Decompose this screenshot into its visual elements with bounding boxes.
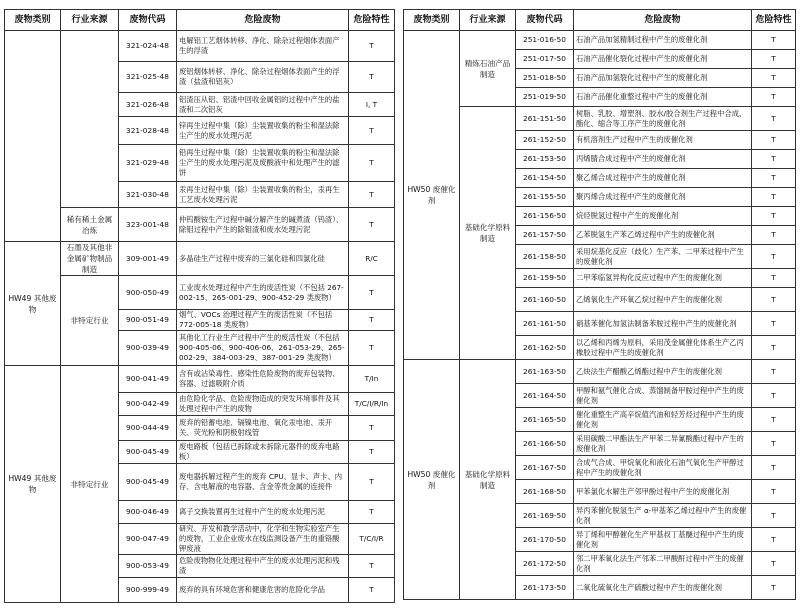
hazard-cell: T — [752, 552, 796, 576]
hazard-cell: T — [752, 384, 796, 408]
hazard-cell: T — [752, 131, 796, 150]
header-hazard: 危险特性 — [349, 10, 395, 31]
header-code: 废物代码 — [119, 10, 177, 31]
hazard-cell: T — [752, 107, 796, 131]
waste-description-cell: 烟气、VOCs 治理过程产生的废活性炭（不包括 772-005-18 类废物） — [177, 310, 349, 331]
hazard-cell: T — [752, 169, 796, 188]
table-row — [5, 366, 395, 393]
waste-description-cell: 聚丙烯合成过程中产生的废催化剂 — [574, 188, 752, 207]
waste-code-cell: 321-025-48 — [119, 62, 177, 93]
waste-description-cell: 由危险化学品、危险废物造成的突发环境事件及其处理过程中产生的废物 — [177, 393, 349, 416]
header-source: 行业来源 — [61, 10, 119, 31]
hazard-cell: T — [349, 208, 395, 242]
waste-description-cell: 汞再生过程中集（除）尘装置收集的粉尘，汞再生工艺废水处理污泥 — [177, 182, 349, 208]
waste-code-cell: 261-169-50 — [516, 504, 574, 528]
waste-description-cell: 二氧化硫氧化生产硫酸过程中产生的废催化剂 — [574, 576, 752, 600]
waste-code-cell: 251-016-50 — [516, 31, 574, 50]
waste-code-cell: 900-046-49 — [119, 501, 177, 524]
waste-code-cell: 900-044-49 — [119, 416, 177, 441]
waste-code-cell: 261-172-50 — [516, 552, 574, 576]
hazard-cell: T — [349, 578, 395, 603]
hazard-cell: T — [752, 188, 796, 207]
waste-code-cell: 261-166-50 — [516, 432, 574, 456]
waste-code-cell: 261-153-50 — [516, 150, 574, 169]
hazard-cell: T — [349, 555, 395, 578]
hazard-cell: T — [349, 331, 395, 366]
waste-description-cell: 二甲苯临氢异构化反应过程中产生的废催化剂 — [574, 269, 752, 288]
waste-description-cell: 仲钨酸铵生产过程中碱分解产生的碱煮渣（钨渣）、除钼过程中产生的除钼渣和废水处理污泥 — [177, 208, 349, 242]
header-waste: 危险废物 — [574, 10, 752, 31]
hazard-cell: T — [752, 432, 796, 456]
hazard-cell: R/C — [349, 242, 395, 276]
waste-description-cell: 废电器拆解过程产生的废弃 CPU、显卡、声卡、内存、含电解液的电容器、含金等贵金属的连接件 — [177, 464, 349, 501]
waste-code-cell: 261-151-50 — [516, 107, 574, 131]
waste-description-cell: 研究、开发和教学活动中，化学和生物实验室产生的废物，工业企业废水在线监测设备产生的重铬酸钾废液 — [177, 524, 349, 555]
waste-description-cell: 甲醇和氨气催化合成、蒸馏制备甲胺过程中产生的废催化剂 — [574, 384, 752, 408]
waste-description-cell: 铝渣压从铝、铝渣中回收金属铝的过程中产生的盐渣和二次铝灰 — [177, 93, 349, 117]
hazard-cell: T — [752, 480, 796, 504]
waste-description-cell: 锌再生过程中集（除）尘装置收集的粉尘和湿法除尘产生的废水处理污泥 — [177, 117, 349, 145]
waste-description-cell: 废弃的具有环境危害和健康危害的危险化学品 — [177, 578, 349, 603]
hazard-cell: T — [752, 576, 796, 600]
waste-code-cell: 900-045-49 — [119, 464, 177, 501]
industry-source-cell: 非特定行业 — [61, 366, 119, 603]
header-code: 废物代码 — [516, 10, 574, 31]
hazard-cell: T — [349, 117, 395, 145]
hazard-cell: T — [752, 504, 796, 528]
waste-category-cell: HW49 其他废物 — [5, 366, 61, 603]
hazard-cell: T — [349, 441, 395, 464]
waste-code-cell: 261-162-50 — [516, 336, 574, 360]
waste-code-cell: 321-029-48 — [119, 145, 177, 182]
hazard-cell: T — [752, 226, 796, 245]
waste-description-cell: 邻二甲苯氧化法生产邻苯二甲酸酐过程中产生的废催化剂 — [574, 552, 752, 576]
waste-description-cell: 铅再生过程中集（除）尘装置收集的粉尘和湿法除尘产生的废水处理污泥及废酸液中和处理产生的滤饼 — [177, 145, 349, 182]
right-waste-table — [403, 9, 796, 600]
waste-code-cell: 261-165-50 — [516, 408, 574, 432]
left-table-body — [5, 31, 395, 603]
waste-description-cell: 石油产品催化裂化过程中产生的废催化剂 — [574, 50, 752, 69]
waste-description-cell: 树脂、乳胶、增塑剂、胶水/胶合剂生产过程中合成、酯化、缩合等工序产生的废催化剂 — [574, 107, 752, 131]
waste-category-cell: HW49 其他废物 — [5, 242, 61, 366]
waste-description-cell: 乙苯脱氢生产苯乙烯过程中产生的废催化剂 — [574, 226, 752, 245]
left-waste-table — [4, 9, 395, 603]
waste-description-cell: 采用烷基化反应（歧化）生产苯、二甲苯过程中产生的废催化剂 — [574, 245, 752, 269]
industry-source-cell: 石墨及其他非金属矿物制品制造 — [61, 242, 119, 276]
waste-code-cell: 321-030-48 — [119, 182, 177, 208]
hazard-cell: T — [752, 207, 796, 226]
waste-description-cell: 废电路板（包括已拆除或未拆除元器件的废弃电路板） — [177, 441, 349, 464]
waste-category-cell: HW50 废催化剂 — [404, 360, 460, 600]
hazard-cell: T — [752, 150, 796, 169]
hazard-cell: T — [349, 145, 395, 182]
hazard-cell: T — [349, 182, 395, 208]
waste-description-cell: 丙烯腈合成过程中产生的废催化剂 — [574, 150, 752, 169]
waste-code-cell: 261-161-50 — [516, 312, 574, 336]
hazard-cell: T — [349, 62, 395, 93]
hazard-cell: T — [752, 269, 796, 288]
header-waste: 危险废物 — [177, 10, 349, 31]
header-hazard: 危险特性 — [752, 10, 796, 31]
waste-code-cell: 251-018-50 — [516, 69, 574, 88]
hazard-cell: I, T — [349, 93, 395, 117]
waste-code-cell: 261-157-50 — [516, 226, 574, 245]
waste-description-cell: 多晶硅生产过程中废弃的三氯化硅和四氯化硅 — [177, 242, 349, 276]
waste-description-cell: 危险废物物化处理过程中产生的废水处理污泥和残渣 — [177, 555, 349, 578]
hazard-cell: T — [752, 336, 796, 360]
header-row — [5, 10, 395, 31]
waste-description-cell: 采用碳酸二甲酯法生产甲苯二异氰酸酯过程中产生的废催化剂 — [574, 432, 752, 456]
header-category: 废物类别 — [5, 10, 61, 31]
waste-code-cell: 261-163-50 — [516, 360, 574, 384]
waste-code-cell: 900-039-49 — [119, 331, 177, 366]
hazard-cell: T — [752, 528, 796, 552]
waste-description-cell: 以乙烯和丙烯为原料，采用茂金属催化体系生产乙丙橡胶过程中产生的废催化剂 — [574, 336, 752, 360]
waste-description-cell: 有机溶剂生产过程中产生的废催化剂 — [574, 131, 752, 150]
waste-description-cell: 异丁烯和甲醇催化生产甲基叔丁基醚过程中产生的废催化剂 — [574, 528, 752, 552]
waste-code-cell: 261-170-50 — [516, 528, 574, 552]
waste-code-cell: 900-047-49 — [119, 524, 177, 555]
waste-code-cell: 321-024-48 — [119, 31, 177, 62]
waste-code-cell: 900-051-49 — [119, 310, 177, 331]
waste-code-cell: 261-158-50 — [516, 245, 574, 269]
hazard-cell: T/C/I/R — [349, 524, 395, 555]
waste-category-cell: HW50 废催化剂 — [404, 31, 460, 360]
waste-code-cell: 261-167-50 — [516, 456, 574, 480]
hazard-cell: T — [752, 31, 796, 50]
hazard-cell: T — [752, 456, 796, 480]
waste-description-cell: 石油产品加氢精制过程中产生的废催化剂 — [574, 31, 752, 50]
table-row — [5, 242, 395, 276]
waste-description-cell: 烷烃脱氢过程中产生的废催化剂 — [574, 207, 752, 226]
hazard-cell: T — [752, 88, 796, 107]
table-row — [5, 276, 395, 310]
industry-source-cell: 非特定行业 — [61, 276, 119, 366]
industry-source-cell: 基础化学原料制造 — [460, 107, 516, 360]
waste-description-cell: 废弃的铅蓄电池、镉镍电池、氧化汞电池、汞开关、荧光粉和阴极射线管 — [177, 416, 349, 441]
waste-code-cell: 261-159-50 — [516, 269, 574, 288]
waste-description-cell: 石油产品催化重整过程中产生的废催化剂 — [574, 88, 752, 107]
table-row — [404, 360, 796, 384]
waste-description-cell: 乙炔法生产醋酸乙烯酯过程中产生的废催化剂 — [574, 360, 752, 384]
header-row — [404, 10, 796, 31]
right-table-body — [404, 31, 796, 600]
waste-code-cell: 900-050-49 — [119, 276, 177, 310]
waste-description-cell: 异丙苯催化脱氢生产 α-甲基苯乙烯过程中产生的废催化剂 — [574, 504, 752, 528]
waste-description-cell: 含有或沾染毒性、感染性危险废物的废弃包装物、容器、过滤吸附介质 — [177, 366, 349, 393]
waste-description-cell: 乙烯氧化生产环氧乙烷过程中产生的废催化剂 — [574, 288, 752, 312]
industry-source-cell: 精炼石油产品制造 — [460, 31, 516, 107]
waste-code-cell: 261-154-50 — [516, 169, 574, 188]
waste-code-cell: 321-026-48 — [119, 93, 177, 117]
hazard-cell: T — [349, 31, 395, 62]
hazard-cell: T — [752, 288, 796, 312]
industry-source-cell: 稀有稀土金属冶炼 — [61, 208, 119, 242]
waste-code-cell: 261-164-50 — [516, 384, 574, 408]
waste-code-cell: 251-019-50 — [516, 88, 574, 107]
waste-code-cell: 261-160-50 — [516, 288, 574, 312]
hazard-cell: T — [752, 360, 796, 384]
table-row — [404, 31, 796, 50]
waste-category-cell — [5, 31, 61, 242]
hazard-cell: T — [349, 416, 395, 441]
hazard-cell: T — [349, 310, 395, 331]
waste-description-cell: 硝基苯催化加氢法制备苯胺过程中产生的废催化剂 — [574, 312, 752, 336]
industry-source-cell: 基础化学原料制造 — [460, 360, 516, 600]
header-category: 废物类别 — [404, 10, 460, 31]
waste-description-cell: 其他化工行业生产过程中产生的废活性炭（不包括 900-405-06、900-406-06、261-053-29、265-002-29、384-003-29、387-001-29 类废物） — [177, 331, 349, 366]
hazard-cell: T — [349, 501, 395, 524]
hazard-cell: T — [752, 245, 796, 269]
waste-code-cell: 900-042-49 — [119, 393, 177, 416]
hazard-cell: T — [752, 50, 796, 69]
waste-code-cell: 900-999-49 — [119, 578, 177, 603]
waste-description-cell: 废铝烟体转移、净化、除杂过程烟体表面产生的浮渣（盐渣和铝灰） — [177, 62, 349, 93]
waste-code-cell: 251-017-50 — [516, 50, 574, 69]
waste-description-cell: 电解铝工艺烟体转移、净化、除杂过程烟体表面产生的浮渣 — [177, 31, 349, 62]
waste-code-cell: 261-168-50 — [516, 480, 574, 504]
hazard-cell: T/In — [349, 366, 395, 393]
waste-description-cell: 聚乙烯合成过程中产生的废催化剂 — [574, 169, 752, 188]
waste-code-cell: 261-156-50 — [516, 207, 574, 226]
hazard-cell: T — [752, 408, 796, 432]
hazard-cell: T/C/I/R/In — [349, 393, 395, 416]
table-row — [5, 208, 395, 242]
header-source: 行业来源 — [460, 10, 516, 31]
waste-description-cell: 工业废水处理过程中产生的废活性炭（不包括 267-002-15、265-001-29、900-452-29 类废物） — [177, 276, 349, 310]
waste-code-cell: 323-001-48 — [119, 208, 177, 242]
waste-code-cell: 261-152-50 — [516, 131, 574, 150]
waste-description-cell: 石油产品加氢裂化过程中产生的废催化剂 — [574, 69, 752, 88]
waste-code-cell: 261-155-50 — [516, 188, 574, 207]
table-row — [5, 31, 395, 62]
waste-description-cell: 合成气合成、甲烷氧化和液化石油气氧化生产甲醇过程中产生的废催化剂 — [574, 456, 752, 480]
waste-code-cell: 309-001-49 — [119, 242, 177, 276]
waste-code-cell: 900-045-49 — [119, 441, 177, 464]
waste-description-cell: 离子交换装置再生过程中产生的废水处理污泥 — [177, 501, 349, 524]
hazard-cell: T — [349, 464, 395, 501]
waste-code-cell: 900-053-49 — [119, 555, 177, 578]
waste-code-cell: 900-041-49 — [119, 366, 177, 393]
waste-description-cell: 催化重整生产高辛烷值汽油和轻芳烃过程中产生的废催化剂 — [574, 408, 752, 432]
table-row — [404, 107, 796, 131]
hazard-cell: T — [752, 312, 796, 336]
waste-code-cell: 321-028-48 — [119, 117, 177, 145]
waste-code-cell: 261-173-50 — [516, 576, 574, 600]
waste-description-cell: 甲苯氯化水解生产邻甲酚过程中产生的废催化剂 — [574, 480, 752, 504]
hazard-cell: T — [349, 276, 395, 310]
hazard-cell: T — [752, 69, 796, 88]
industry-source-cell — [61, 31, 119, 208]
